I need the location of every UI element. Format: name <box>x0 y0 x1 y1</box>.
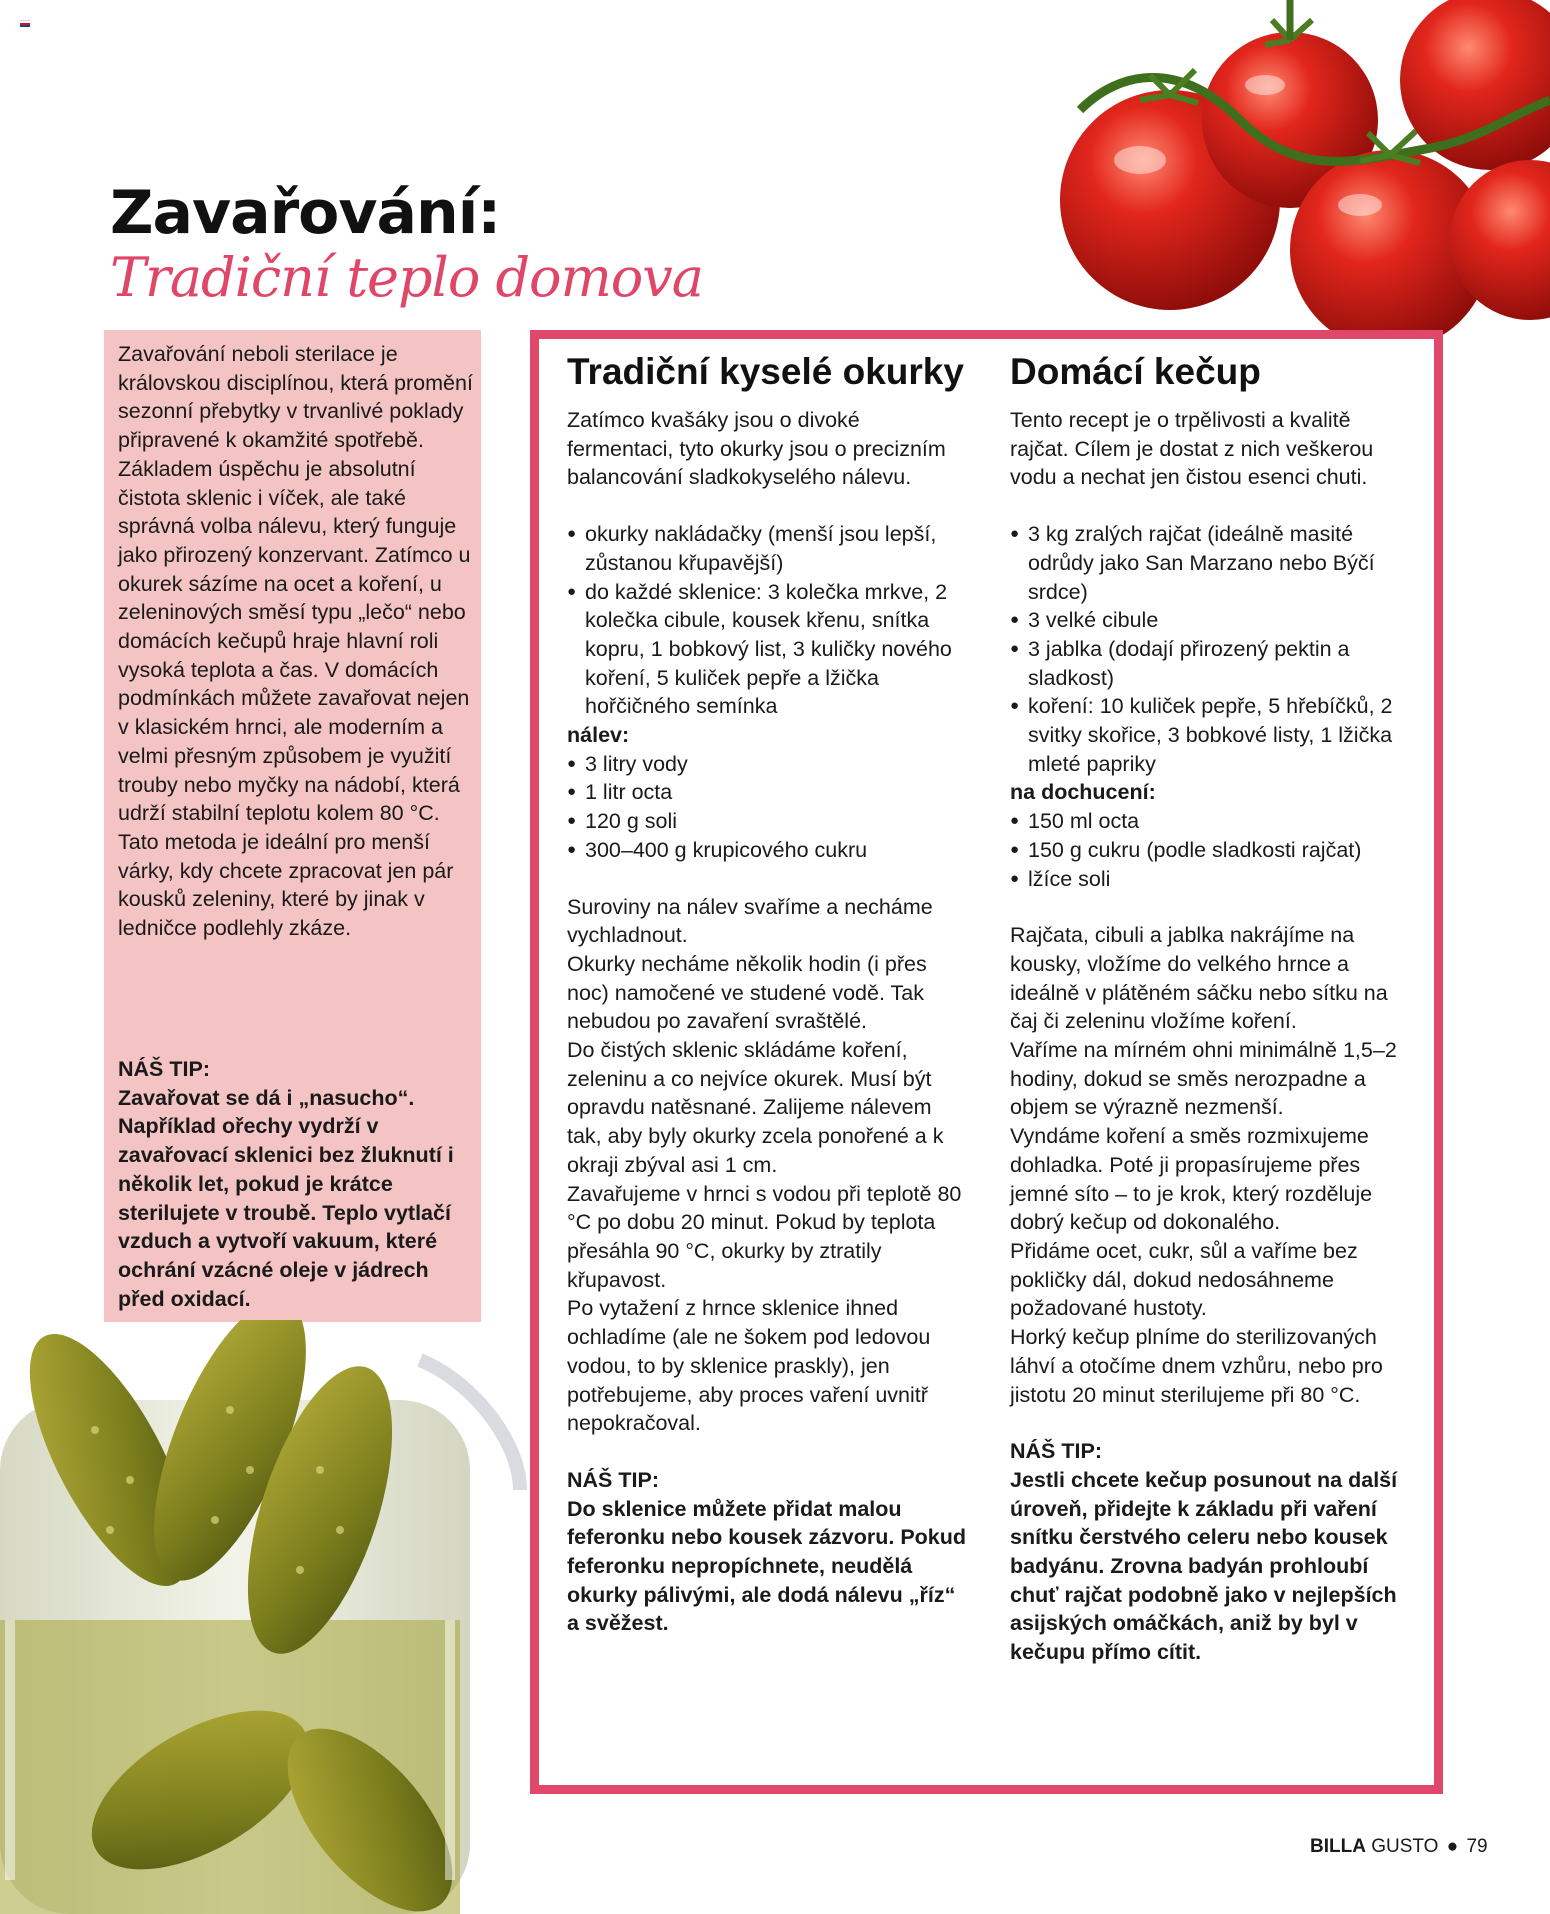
step-text: Do čistých sklenic skládáme koření, zeleninu a co nejvíce okurek. Musí být opravdu natěsnané. Zalijeme nálevem tak, aby byly okurky zcela ponořené a k okraji zbýval asi 1 cm. <box>567 1038 944 1177</box>
tomatoes-image <box>1060 0 1550 380</box>
step-text: Horký kečup plníme do sterilizovaných láhví a otočíme dnem vzhůru, nebo pro jistotu 20 minut sterilujeme při 80 °C. <box>1010 1325 1383 1407</box>
bullet-icon: ● <box>1446 1836 1459 1857</box>
recipe-ketchup-intro: Tento recept je o trpělivosti a kvalitě rajčat. Cílem je dostat z nich veškerou vodu a nechat jen čistou esenci chuti. <box>1010 408 1374 490</box>
page-title: Zavařování: <box>110 178 501 248</box>
page-subtitle: Tradiční teplo domova <box>110 246 703 309</box>
intro-tip <box>118 1055 473 1313</box>
ingredient-item: ● lžíce soli <box>1010 865 1410 894</box>
ingredient-item: ● 3 velké cibule <box>1010 606 1410 635</box>
recipe-ketchup-subheading: na dochucení: <box>1010 780 1156 805</box>
recipe-ketchup-steps <box>1010 921 1410 1409</box>
ingredient-item: ● 3 litry vody <box>567 750 967 779</box>
step-text: Rajčata, cibuli a jablka nakrájíme na kousky, vložíme do velkého hrnce a ideálně v plátěném sáčku nebo sítku na čaj či zeleninu vložíme koření. <box>1010 923 1388 1034</box>
ingredient-item: ● okurky nakládačky (menší jsou lepší, zůstanou křupavější) <box>567 520 967 577</box>
step-text: Zavařujeme v hrnci s vodou při teplotě 80 °C po dobu 20 minut. Pokud by teplota přesáhla 90 °C, okurky by ztratily křupavost. <box>567 1181 962 1292</box>
recipe-pickles-subheading: nálev: <box>567 723 630 748</box>
ingredient-item: ● 1 litr octa <box>567 778 967 807</box>
pickles-jar-image <box>0 1320 560 1914</box>
recipe-pickles-brine-ingredients <box>567 750 967 865</box>
intro-tip-text: Zavařovat se dá i „nasucho“. Například ořechy vydrží v zavařovací sklenici bez žluknutí i několik let, pokud je krátce sterilujete v troubě. Teplo vytlačí vzduch a vytvoří vakuum, které ochrání vzácné oleje v jádrech před oxidací. <box>118 1085 454 1311</box>
recipe-ketchup-tip-label: NÁŠ TIP: <box>1010 1439 1102 1464</box>
recipe-pickles-title: Tradiční kyselé okurky <box>567 351 964 392</box>
ingredient-item: ● do každé sklenice: 3 kolečka mrkve, 2 kolečka cibule, kousek křenu, snítka kopru, 1 bobkový list, 3 kuličky nového koření, 5 kuliček pepře a lžička hořčičného semínka <box>567 578 967 722</box>
ingredient-item: ● 150 g cukru (podle sladkosti rajčat) <box>1010 836 1410 865</box>
step-text: Přidáme ocet, cukr, sůl a vaříme bez pokličky dál, dokud nedosáhneme požadované hustoty. <box>1010 1238 1358 1321</box>
ingredient-item: ● 300–400 g krupicového cukru <box>567 836 967 865</box>
recipe-pickles-steps <box>567 893 967 1438</box>
step-text: Okurky necháme několik hodin (i přes noc) namočené ve studené vodě. Tak nebudou po zavaření svraštělé. <box>567 951 927 1034</box>
ingredient-item: ● 3 kg zralých rajčat (ideálně masité odrůdy jako San Marzano nebo Býčí srdce) <box>1010 520 1410 606</box>
footer-brand: BILLA <box>1310 1836 1366 1857</box>
step-text: Vaříme na mírném ohni minimálně 1,5–2 hodiny, dokud se směs nerozpadne a objem se výrazně nezmenší. <box>1010 1038 1397 1120</box>
recipe-ketchup-title: Domácí kečup <box>1010 351 1261 392</box>
recipe-ketchup <box>1010 350 1410 1667</box>
step-text: Suroviny na nálev svaříme a necháme vychladnout. <box>567 894 933 948</box>
recipe-pickles-ingredients <box>567 520 967 721</box>
recipe-ketchup-ingredients <box>1010 520 1410 778</box>
ingredient-item: ● 150 ml octa <box>1010 807 1410 836</box>
recipe-pickles-tip-label: NÁŠ TIP: <box>567 1467 659 1492</box>
flag-icon <box>20 20 30 27</box>
page-footer <box>1310 1836 1488 1858</box>
recipe-pickles-tip-text: Do sklenice můžete přidat malou feferonku nebo kousek zázvoru. Pokud feferonku nepropíchnete, neudělá okurky pálivými, ale dodá nálevu „říz“ a svěžest. <box>567 1496 967 1636</box>
recipe-ketchup-tip-text: Jestli chcete kečup posunout na další úroveň, přidejte k základu při vaření snítku čerstvého celeru nebo kousek badyánu. Zrovna badyán prohloubí chuť rajčat podobně jako v nejlepších asijských omáčkách, aniž by byl v kečupu přímo cítit. <box>1010 1467 1398 1665</box>
footer-magazine: GUSTO <box>1371 1836 1439 1857</box>
intro-tip-label: NÁŠ TIP: <box>118 1057 210 1081</box>
intro-text: Zavařování neboli sterilace je královskou disciplínou, která promění sezonní přebytky v trvanlivé poklady připravené k okamžité spotřebě. Základem úspěchu je absolutní čistota sklenic i víček, ale také správná volba nálevu, který funguje jako přirozený konzervant. Zatímco u okurek sázíme na ocet a koření, u zeleninových směsí typu „lečo“ nebo domácích kečupů hraje hlavní roli vysoká teplota a čas. V domácích podmínkách můžete zavařovat nejen v klasickém hrnci, ale moderním a velmi přesným způsobem je využití trouby nebo myčky na nádobí, která udrží stabilní teplotu kolem 80 °C. Tato metoda je ideální pro menší várky, kdy chcete zpracovat jen pár kousků zeleniny, které by jinak v ledničce podlehly zkáze. <box>118 342 473 941</box>
step-text: Vyndáme koření a směs rozmixujeme dohladka. Poté ji propasírujeme přes jemné síto – to je krok, který rozděluje dobrý kečup od dokonalého. <box>1010 1124 1373 1235</box>
recipe-pickles-intro: Zatímco kvašáky jsou o divoké fermentaci, tyto okurky jsou o precizním balancování sladkokyselého nálevu. <box>567 408 946 490</box>
step-text: Po vytažení z hrnce sklenice ihned ochladíme (ale ne šokem pod ledovou vodou, to by sklenice praskly), jen potřebujeme, aby proces vaření uvnitř nepokračoval. <box>567 1296 931 1436</box>
ingredient-item: ● 120 g soli <box>567 807 967 836</box>
ingredient-item: ● 3 jablka (dodají přirozený pektin a sladkost) <box>1010 635 1410 692</box>
page-number: 79 <box>1466 1836 1488 1857</box>
ingredient-item: ● koření: 10 kuliček pepře, 5 hřebíčků, 2 svitky skořice, 3 bobkové listy, 1 lžička mleté papriky <box>1010 692 1410 778</box>
recipe-ketchup-seasoning <box>1010 807 1410 893</box>
recipe-pickles <box>567 350 967 1638</box>
